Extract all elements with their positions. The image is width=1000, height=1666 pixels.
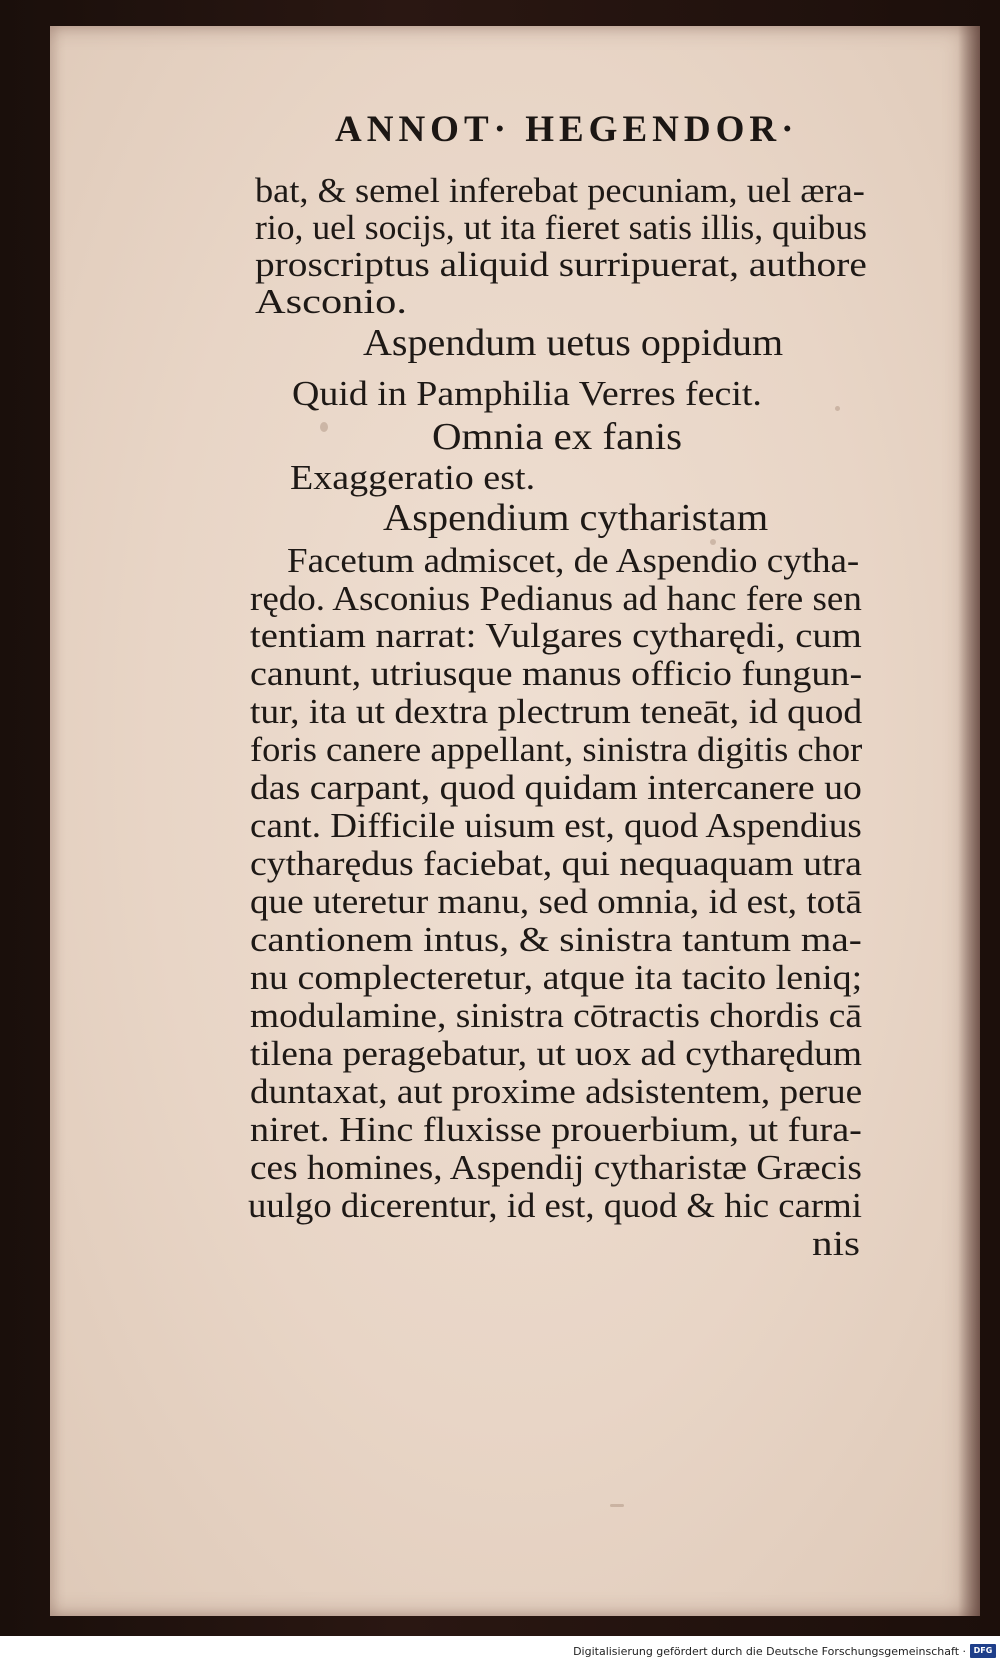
text-line: Quid in Pamphilia Verres fecit.: [292, 374, 762, 413]
running-head: ANNOT· HEGENDOR·: [335, 109, 799, 150]
text-line: rio, uel socijs, ut ita fieret satis illis, quibus: [255, 208, 867, 247]
text-line: Asconio.: [255, 282, 407, 321]
dfg-logo-icon: DFG: [970, 1644, 996, 1658]
book-page: [50, 26, 980, 1616]
section-heading: Aspendum uetus oppidum: [363, 322, 784, 364]
text-line: canunt, utriusque manus officio fungun-: [250, 654, 863, 693]
text-line: cantionem intus, & sinistra tantum ma-: [250, 920, 862, 959]
text-line: tur, ita ut dextra plectrum teneāt, id quod: [250, 692, 863, 731]
text-line: que uteretur manu, sed omnia, id est, totā: [250, 882, 863, 921]
text-line: cytharędus faciebat, qui nequaquam utra: [250, 844, 862, 883]
text-line: Facetum admiscet, de Aspendio cytha-: [287, 541, 860, 580]
text-line: rędo. Asconius Pedianus ad hanc fere sen: [250, 579, 862, 618]
text-line: duntaxat, aut proxime adsistentem, perue: [250, 1072, 863, 1111]
text-line: modulamine, sinistra cōtractis chordis cā: [250, 996, 862, 1035]
paper-spot: [610, 1504, 624, 1507]
text-line: foris canere appellant, sinistra digitis chor: [250, 730, 863, 769]
text-line: nu complecteretur, atque ita tacito leniq;: [250, 958, 863, 997]
text-line: proscriptus aliquid surripuerat, authore: [255, 245, 867, 284]
text-line: niret. Hinc fluxisse prouerbium, ut fura-: [250, 1110, 862, 1149]
section-heading: Omnia ex fanis: [432, 416, 683, 458]
text-line: das carpant, quod quidam intercanere uo: [250, 768, 862, 807]
section-heading: Aspendium cytharistam: [383, 497, 769, 539]
funding-notice: Digitalisierung gefördert durch die Deutsche Forschungsgemeinschaft ·: [573, 1645, 966, 1658]
text-line: tentiam narrat: Vulgares cytharędi, cum: [250, 616, 862, 655]
footer-bar: [0, 1636, 1000, 1666]
text-line: cant. Difficile uisum est, quod Aspendius: [250, 806, 862, 845]
paper-spot: [835, 406, 840, 411]
text-line: tilena peragebatur, ut uox ad cytharędum: [250, 1034, 863, 1073]
text-line: ces homines, Aspendij cytharistæ Græcis: [250, 1148, 862, 1187]
paper-spot: [320, 422, 328, 432]
text-line: bat, & semel inferebat pecuniam, uel æra-: [255, 171, 865, 210]
text-line: nis: [812, 1224, 861, 1263]
text-line: Exaggeratio est.: [290, 458, 536, 497]
text-line: uulgo dicerentur, id est, quod & hic carmi: [248, 1186, 862, 1225]
page-edge-shadow: [958, 26, 980, 1616]
